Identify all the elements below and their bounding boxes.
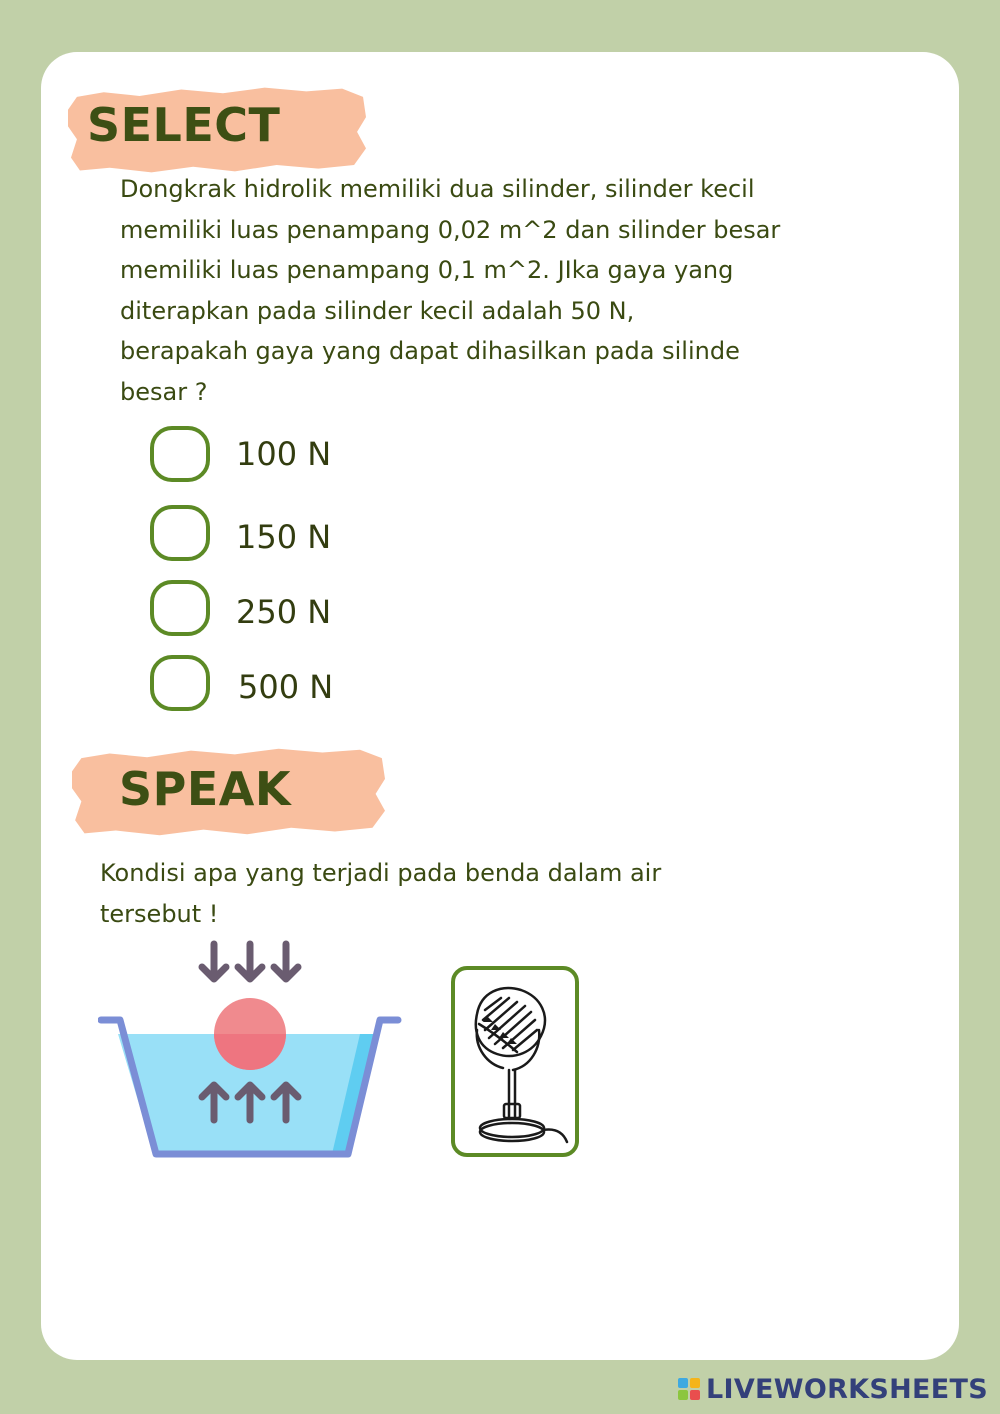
liveworksheets-logo-icon: [678, 1378, 700, 1400]
logo-text: LIVEWORKSHEETS: [705, 1373, 988, 1405]
option-checkbox[interactable]: [150, 426, 210, 482]
option-250n[interactable]: [150, 578, 331, 638]
option-checkbox[interactable]: [150, 505, 210, 561]
liveworksheets-logo: [678, 1374, 988, 1404]
question-line: besar ?: [120, 377, 208, 406]
select-question: [120, 169, 780, 412]
select-title: SELECT: [87, 98, 281, 152]
option-label: 150 N: [236, 518, 332, 556]
option-checkbox[interactable]: [150, 655, 210, 711]
option-label: 250 N: [236, 593, 332, 631]
question-line: berapakah gaya yang dapat dihasilkan pada silinde: [120, 337, 740, 365]
question-line: Dongkrak hidrolik memiliki dua silinder, silinder kecil: [120, 175, 755, 203]
microphone-icon: [455, 970, 575, 1153]
question-line: memiliki luas penampang 0,02 m^2 dan silinder besar: [120, 215, 781, 244]
question-line: diterapkan pada silinder kecil adalah 50 N,: [120, 296, 635, 325]
speak-prompt: [100, 853, 661, 934]
question-line: memiliki luas penampang 0,1 m^2. JIka gaya yang: [120, 256, 734, 284]
option-label: 100 N: [236, 435, 332, 473]
option-100n[interactable]: [150, 424, 331, 484]
prompt-line: Kondisi apa yang terjadi pada benda dalam air: [100, 859, 662, 887]
basin-with-floating-ball-icon: [98, 938, 403, 1163]
option-checkbox[interactable]: [150, 580, 210, 636]
prompt-line: tersebut !: [100, 899, 219, 928]
option-500n[interactable]: [150, 653, 333, 713]
option-label: 500 N: [238, 668, 334, 706]
record-audio-button[interactable]: [451, 966, 579, 1157]
speak-title: SPEAK: [119, 762, 292, 816]
option-150n[interactable]: [150, 503, 331, 563]
